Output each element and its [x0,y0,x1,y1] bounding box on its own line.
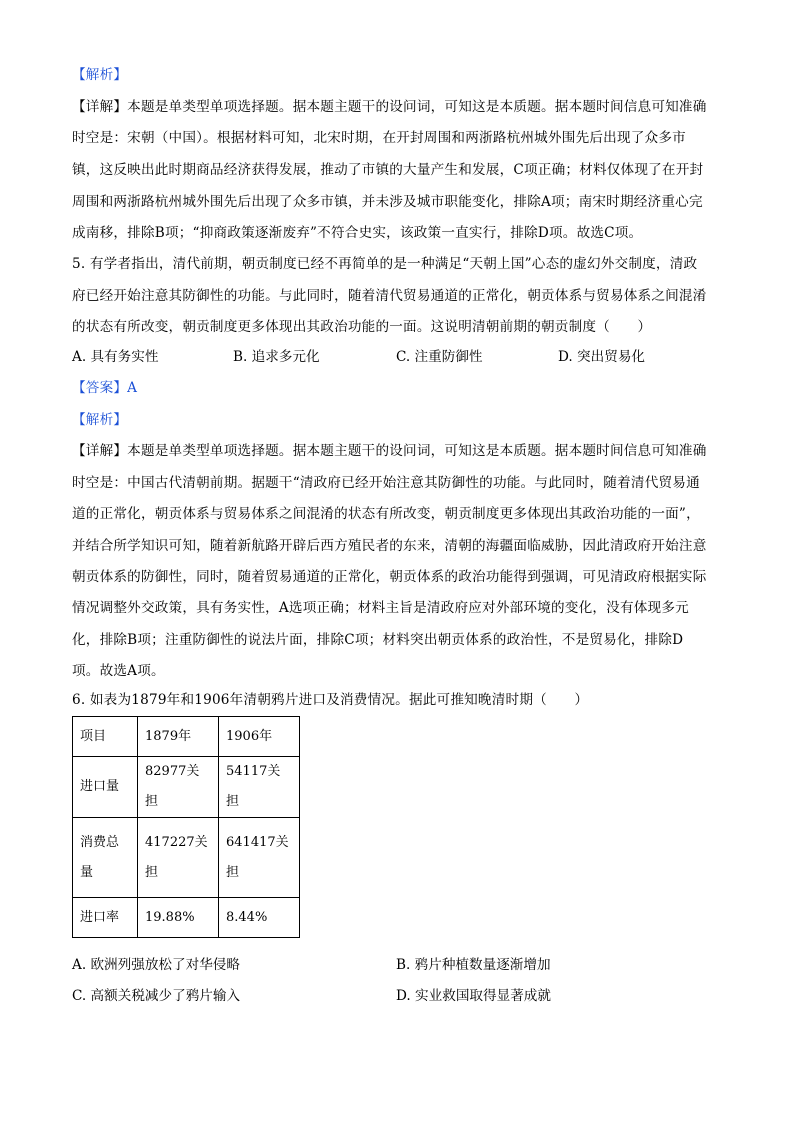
option-d: D. 实业救国取得显著成就 [396,988,551,1004]
analysis-label: 【解析】 [72,67,128,83]
detail-line: 朝贡体系的防御性，同时，随着贸易通道的正常化，朝贡体系的政治功能得到强调，可见清政府根据实际 [72,569,707,585]
option-c: C. 注重防御性 [396,349,483,365]
option-a: A. 具有务实性 [72,349,159,365]
table-header-cell: 1879年 [138,717,219,757]
option-d: D. 突出贸易化 [558,349,646,365]
option-b: B. 鸦片种植数量逐渐增加 [396,957,551,973]
table-cell: 54117关担 [219,757,300,818]
table-header-cell: 项目 [73,717,138,757]
option-a: A. 欧洲列强放松了对华侵略 [72,957,240,973]
table-cell: 消费总量 [73,818,138,898]
question-stem: 的状态有所改变，朝贡制度更多体现出其政治功能的一面。这说明清朝前期的朝贡制度（ ） [72,319,652,335]
detail-line: 情况调整外交政策，具有务实性，A选项正确；材料主旨是清政府应对外部环境的变化，没有体现多元 [72,600,689,616]
table-cell: 8.44% [219,898,300,938]
table-cell: 82977关担 [138,757,219,818]
detail-line: 【详解】本题是单类型单项选择题。据本题主题干的设问词，可知这是本质题。据本题时间信息可知准确 [72,443,707,459]
option-c: C. 高额关税减少了鸦片输入 [72,988,241,1004]
detail-line: 化，排除B项；注重防御性的说法片面，排除C项；材料突出朝贡体系的政治性，不是贸易化，排除D [72,632,684,648]
detail-line: 并结合所学知识可知，随着新航路开辟后西方殖民者的东来，清朝的海疆面临威胁，因此清政府开始注意 [72,538,707,554]
detail-line: 周围和两浙路杭州城外围先后出现了众多市镇，并未涉及城市职能变化，排除A项；南宋时期经济重心完 [72,194,703,210]
detail-line: 镇，这反映出此时期商品经济获得发展，推动了市镇的大量产生和发展，C项正确；材料仅体现了在开封 [72,162,704,178]
table-cell: 641417关担 [219,818,300,898]
answer-label: 【答案】A [72,380,138,396]
detail-line: 项。故选A项。 [72,663,165,679]
table-row [73,898,300,938]
table-cell: 19.88% [138,898,219,938]
detail-line: 【详解】本题是单类型单项选择题。据本题主题干的设问词，可知这是本质题。据本题时间信息可知准确 [72,99,707,115]
table-cell: 417227关担 [138,818,219,898]
question-stem: 府已经开始注意其防御性的功能。与此同时，随着清代贸易通道的正常化，朝贡体系与贸易体系之间混淆 [72,288,707,304]
question-stem: 6. 如表为1879年和1906年清朝鸦片进口及消费情况。据此可推知晚清时期（ ） [72,692,589,708]
option-b: B. 追求多元化 [233,349,320,365]
detail-line: 成南移，排除B项；“抑商政策逐渐废弃”不符合史实，该政策一直实行，排除D项。故选C项。 [72,225,643,241]
analysis-label: 【解析】 [72,412,128,428]
detail-line: 时空是：宋朝（中国）。根据材料可知，北宋时期，在开封周围和两浙路杭州城外围先后出现了众多市 [72,130,686,146]
detail-line: 道的正常化，朝贡体系与贸易体系之间混淆的状态有所改变，朝贡制度更多体现出其政治功能的一面”， [72,506,700,522]
table-cell: 进口量 [73,757,138,818]
opium-data-table [72,716,300,938]
question-stem: 5. 有学者指出，清代前期，朝贡制度已经不再简单的是一种满足“天朝上国”心态的虚幻外交制度，清政 [72,256,698,272]
table-row [73,757,300,818]
table-cell: 进口率 [73,898,138,938]
table-row [73,717,300,757]
table-row [73,818,300,898]
detail-line: 时空是：中国古代清朝前期。据题干“清政府已经开始注意其防御性的功能。与此同时，随着清代贸易通 [72,475,700,491]
table-header-cell: 1906年 [219,717,300,757]
